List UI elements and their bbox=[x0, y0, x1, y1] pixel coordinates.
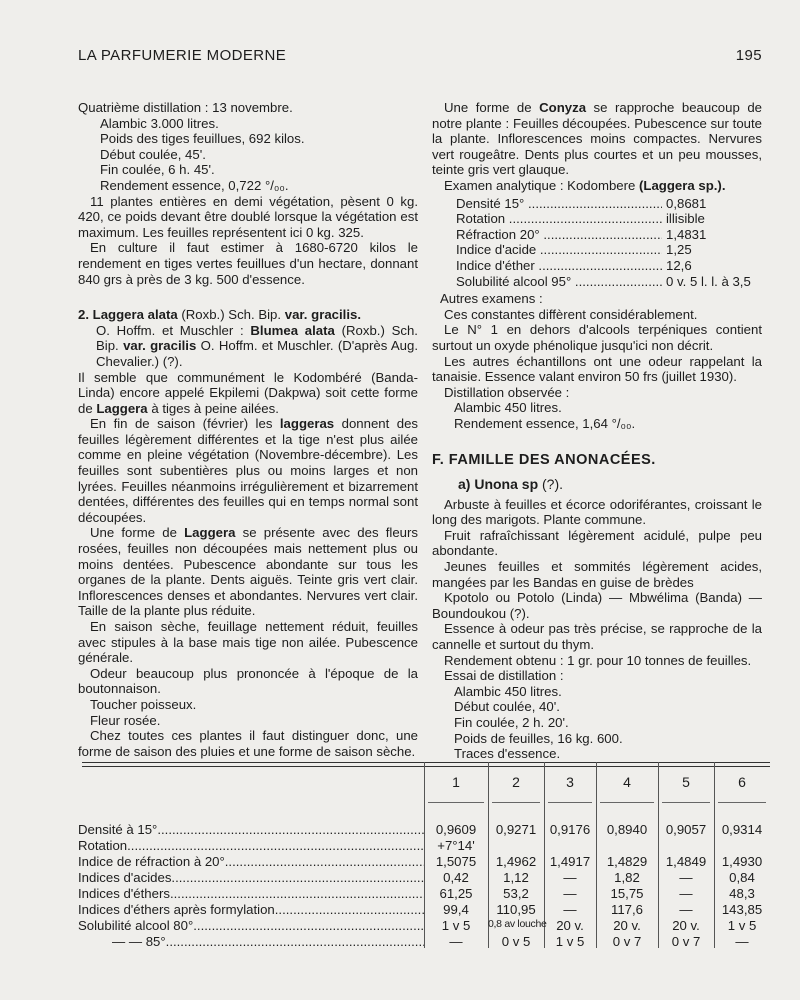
table-cell: 0,84 bbox=[729, 870, 755, 885]
section-heading: F. FAMILLE DES ANONACÉES. bbox=[432, 452, 656, 469]
analysis-value: illisible bbox=[666, 211, 705, 227]
analysis-row bbox=[456, 274, 762, 290]
analysis-list bbox=[456, 196, 762, 290]
paragraph: Rendement essence, 0,722 °/₀₀. bbox=[100, 177, 289, 193]
table-cell: 61,25 bbox=[439, 886, 473, 901]
table-cell: 0,9057 bbox=[665, 822, 707, 837]
paragraph bbox=[78, 416, 418, 525]
paragraph: Fruit rafraîchissant légèrement acidulé, pulpe peu abondante. bbox=[432, 527, 762, 559]
paragraph: Quatrième distillation : 13 novembre. bbox=[78, 100, 293, 115]
table-cell: 0 v 7 bbox=[671, 934, 701, 949]
paragraph: Essai de distillation : bbox=[444, 668, 564, 684]
species-name: Unona sp bbox=[474, 476, 539, 493]
table-cell: 48,3 bbox=[729, 886, 755, 901]
subsection-heading bbox=[432, 477, 762, 493]
header-rule bbox=[428, 802, 484, 803]
table-row bbox=[78, 854, 770, 870]
row-label: Indices d'acides ..... bbox=[78, 870, 424, 885]
text-run: Il semble que communément le Kodombéré (Banda-Linda) encore appelé Ekpilemi (Dakpwa) soit cette forme de bbox=[78, 369, 418, 416]
subsection-letter: a) bbox=[458, 476, 471, 493]
table-cell: 1,82 bbox=[614, 870, 640, 885]
paragraph: Fleur rosée. bbox=[90, 712, 161, 728]
row-label: Indices d'éthers ..... bbox=[78, 886, 424, 901]
paragraph: Fin coulée, 6 h. 45'. bbox=[100, 162, 215, 178]
table-cell: 53,2 bbox=[503, 886, 529, 901]
table-cell: — bbox=[679, 870, 693, 885]
table-cell: 1 v 5 bbox=[441, 918, 471, 933]
species-heading bbox=[78, 307, 418, 323]
paragraph: Début coulée, 45'. bbox=[100, 146, 206, 162]
table-cell: 0,8940 bbox=[606, 822, 648, 837]
text-run: Examen analytique : Kodombere bbox=[444, 177, 636, 193]
paragraph: Fin coulée, 2 h. 20'. bbox=[454, 714, 569, 730]
column-header: 2 bbox=[512, 774, 520, 790]
analysis-label: Rotation ..... bbox=[456, 211, 662, 227]
row-label: Indices d'éthers après formylation ..... bbox=[78, 902, 424, 917]
paragraph: Traces d'essence. bbox=[454, 746, 561, 762]
text-run: Une forme de bbox=[90, 525, 177, 541]
table-row bbox=[78, 934, 770, 950]
table-cell: 0,9271 bbox=[495, 822, 537, 837]
table-cell: 1,4849 bbox=[665, 854, 707, 869]
analysis-value: 0 v. 5 l. l. à 3,5 bbox=[666, 273, 751, 289]
text-run: se présente avec des fleurs rosées, feuilles non découpées mais nettement plus ou moins dentées. Pubescence abondante sur tous les organes de la plante. Dents aiguës. Teinte gris vert clair. Inflorescences denses et abondantes. Nervures vert clair. Taille de la plante plus réduite. bbox=[78, 525, 418, 619]
synonym-source: O. Hoffm. et Muschler. (D'après Aug. Chevalier.) (?). bbox=[96, 338, 419, 369]
species-name: (Laggera sp.). bbox=[639, 177, 726, 193]
species-name: Laggera bbox=[184, 525, 236, 541]
column-header: 5 bbox=[682, 774, 690, 790]
table-cell: 1,4962 bbox=[495, 854, 537, 869]
paragraph: Poids des tiges feuillues, 692 kilos. bbox=[100, 131, 305, 147]
paragraph: Alambic 450 litres. bbox=[454, 400, 562, 416]
table-cell: — bbox=[563, 902, 577, 917]
table-row bbox=[78, 822, 770, 838]
table-cell: — bbox=[449, 934, 463, 949]
paragraph: Alambic 3.000 litres. bbox=[100, 115, 219, 131]
header-rule bbox=[662, 802, 710, 803]
header-rule bbox=[492, 802, 540, 803]
table-row bbox=[78, 870, 770, 886]
analysis-value: 12,6 bbox=[666, 257, 692, 273]
page-number: 195 bbox=[735, 47, 762, 64]
text-run: (?). bbox=[542, 476, 564, 493]
species-name: Laggera alata bbox=[92, 307, 178, 323]
paragraph: Distillation observée : bbox=[444, 384, 570, 400]
table-cell: — bbox=[563, 870, 577, 885]
paragraph: Poids de feuilles, 16 kg. 600. bbox=[454, 730, 623, 746]
analysis-value: 0,8681 bbox=[666, 195, 707, 211]
analysis-label: Indice d'acide ..... bbox=[456, 242, 662, 258]
column-header: 1 bbox=[452, 774, 460, 790]
constants-table bbox=[78, 762, 770, 952]
column-header: 6 bbox=[738, 774, 746, 790]
synonym-variety: var. gracilis bbox=[123, 338, 197, 354]
species-variety: var. gracilis. bbox=[284, 307, 361, 323]
analysis-row bbox=[456, 258, 762, 274]
analysis-value: 1,25 bbox=[666, 242, 692, 258]
table-row bbox=[78, 902, 770, 918]
table-row bbox=[78, 918, 770, 934]
right-column bbox=[432, 100, 762, 762]
species-name: Conyza bbox=[539, 100, 587, 115]
row-label: Densité à 15° ..... bbox=[78, 822, 424, 837]
synonym-name: Blumea alata bbox=[250, 322, 335, 338]
table-cell: — bbox=[679, 902, 693, 917]
row-label: Solubilité alcool 80° ..... bbox=[78, 918, 424, 933]
paragraph: Odeur beaucoup plus prononcée à l'époque de la boutonnaison. bbox=[78, 665, 418, 697]
table-cell: — bbox=[735, 934, 749, 949]
paragraph: Ces constantes diffèrent considérablement. bbox=[444, 306, 698, 322]
analysis-label: Solubilité alcool 95° ..... bbox=[456, 274, 662, 290]
column-header: 4 bbox=[623, 774, 631, 790]
paragraph: Rendement essence, 1,64 °/₀₀. bbox=[454, 415, 636, 431]
header-rule bbox=[718, 802, 766, 803]
paragraph bbox=[78, 370, 418, 417]
table-cell: 0,9609 bbox=[435, 822, 477, 837]
header-rule bbox=[600, 802, 654, 803]
table-cell: 15,75 bbox=[610, 886, 644, 901]
table-cell: 0,8 av louche bbox=[488, 918, 547, 930]
analysis-row bbox=[456, 211, 762, 227]
analysis-label: Densité 15° ..... bbox=[456, 196, 662, 212]
paragraph: Jeunes feuilles et sommités légèrement acides, mangées par les Bandas en guise de brèdes bbox=[432, 559, 762, 590]
paragraph: En culture il faut estimer à 1680-6720 kilos le rendement en tiges vertes feuillues d'un hectare, donnant 840 grs à près de 3 kg. 500 d'essence. bbox=[78, 240, 418, 287]
paragraph: Début coulée, 40'. bbox=[454, 699, 560, 715]
species-author: (Roxb.) Sch. Bip. bbox=[181, 307, 282, 323]
analysis-label: Indice d'éther ..... bbox=[456, 258, 662, 274]
paragraph: Arbuste à feuilles et écorce odoriférantes, croissant le long des marigots. Plante commune. bbox=[432, 496, 762, 528]
header-rule bbox=[548, 802, 592, 803]
table-cell: 143,85 bbox=[721, 902, 763, 917]
column-header: 3 bbox=[566, 774, 574, 790]
paragraph: 11 plantes entières en demi végétation, pèsent 0 kg. 420, ce poids devant être doublé lorsque la végétation est maximum. Les feuilles représentent ici 0 kg. 325. bbox=[78, 193, 418, 240]
species-synonym bbox=[78, 323, 418, 370]
table-cell: 0,9176 bbox=[549, 822, 591, 837]
paragraph bbox=[432, 178, 762, 194]
analysis-row bbox=[456, 242, 762, 258]
analysis-value: 1,4831 bbox=[666, 226, 707, 242]
paragraph: Le N° 1 en dehors d'alcools terpéniques contient surtout un oxyde phénolique jusqu'ici non décrit. bbox=[432, 322, 762, 353]
synonym-author: (Roxb.) Sch. Bip. bbox=[96, 322, 418, 354]
section-number: 2. bbox=[78, 307, 89, 323]
analysis-row bbox=[456, 196, 762, 212]
row-label: Rotation ..... bbox=[78, 838, 424, 853]
table-cell: 0 v 5 bbox=[501, 934, 531, 949]
table-cell: 0,42 bbox=[443, 870, 469, 885]
paragraph: Alambic 450 litres. bbox=[454, 683, 562, 699]
table-cell: 20 v. bbox=[672, 918, 700, 933]
table-cell: — bbox=[563, 886, 577, 901]
row-label: — — 85° ..... bbox=[78, 934, 424, 949]
paragraph: Autres examens : bbox=[440, 291, 543, 307]
table-cell: 1,4829 bbox=[606, 854, 648, 869]
table-cell: 20 v. bbox=[556, 918, 584, 933]
table-row bbox=[78, 838, 770, 854]
paragraph: En saison sèche, feuillage nettement réduit, feuilles avec stipules à la base mais tige non ailée. Pubescence générale. bbox=[78, 619, 418, 666]
text-run: se rapproche beaucoup de notre plante : Feuilles découpées. Pubescence sur toute la plante. Inflorescences moins compactes. Nervures vert rougeâtre. Dents plus courtes et un peu mousses, teinte gris vert glauque. bbox=[432, 100, 762, 178]
table-cell: 0 v 7 bbox=[612, 934, 642, 949]
paragraph: Kpotolo ou Potolo (Linda) — Mbwélima (Banda) — Boundoukou (?). bbox=[432, 590, 762, 621]
table-cell: 1,12 bbox=[503, 870, 529, 885]
table-cell: +7°14' bbox=[437, 838, 475, 853]
table-cell: 1,4930 bbox=[721, 854, 763, 869]
paragraph bbox=[432, 100, 762, 178]
table-cell: 1 v 5 bbox=[727, 918, 757, 933]
paragraph: Rendement obtenu : 1 gr. pour 10 tonnes de feuilles. bbox=[444, 652, 752, 668]
synonym-author: O. Hoffm. et Muschler : bbox=[96, 322, 244, 338]
table-cell: 1,5075 bbox=[435, 854, 477, 869]
text-run: Une forme de bbox=[444, 100, 532, 115]
row-label: Indice de réfraction à 20° ..... bbox=[78, 854, 424, 869]
table-cell: 117,6 bbox=[610, 902, 644, 917]
table-cell: 1,4917 bbox=[549, 854, 591, 869]
table-cell: 110,95 bbox=[496, 902, 536, 917]
journal-title: LA PARFUMERIE MODERNE bbox=[78, 47, 287, 64]
table-row bbox=[78, 886, 770, 902]
paragraph: Toucher poisseux. bbox=[90, 696, 197, 712]
text-run: En fin de saison (février) les bbox=[90, 416, 273, 432]
analysis-label: Réfraction 20° ..... bbox=[456, 227, 662, 243]
paragraph: Les autres échantillons ont une odeur rappelant la tanaisie. Essence valant environ 50 frs (juillet 1930). bbox=[432, 353, 762, 385]
text-run: donnent des feuilles légèrement différentes et la tige n'est plus ailée comme en pleine végétation (Novembre-décembre). Les feuilles sont subentières plus ou moins larges et non lyrées. Feuilles néanmoins irrégulièrement et bizarrement dentées, différentes des feuilles qui en temps normal sont découpées. bbox=[78, 416, 418, 525]
table-cell: 99,4 bbox=[443, 902, 469, 917]
paragraph bbox=[78, 525, 418, 619]
table-cell: 20 v. bbox=[613, 918, 641, 933]
left-column bbox=[78, 100, 418, 759]
analysis-row bbox=[456, 227, 762, 243]
species-name: laggeras bbox=[279, 416, 335, 432]
table-cell: — bbox=[679, 886, 693, 901]
text-run: à tiges à peine ailées. bbox=[151, 400, 279, 416]
table-cell: 1 v 5 bbox=[555, 934, 585, 949]
table-cell: 0,9314 bbox=[721, 822, 763, 837]
species-name: Laggera bbox=[96, 400, 148, 416]
paragraph: Essence à odeur pas très précise, se rapproche de la cannelle et surtout du thym. bbox=[432, 621, 762, 652]
paragraph: Chez toutes ces plantes il faut distinguer donc, une forme de saison des pluies et une forme de saison sèche. bbox=[78, 728, 418, 759]
